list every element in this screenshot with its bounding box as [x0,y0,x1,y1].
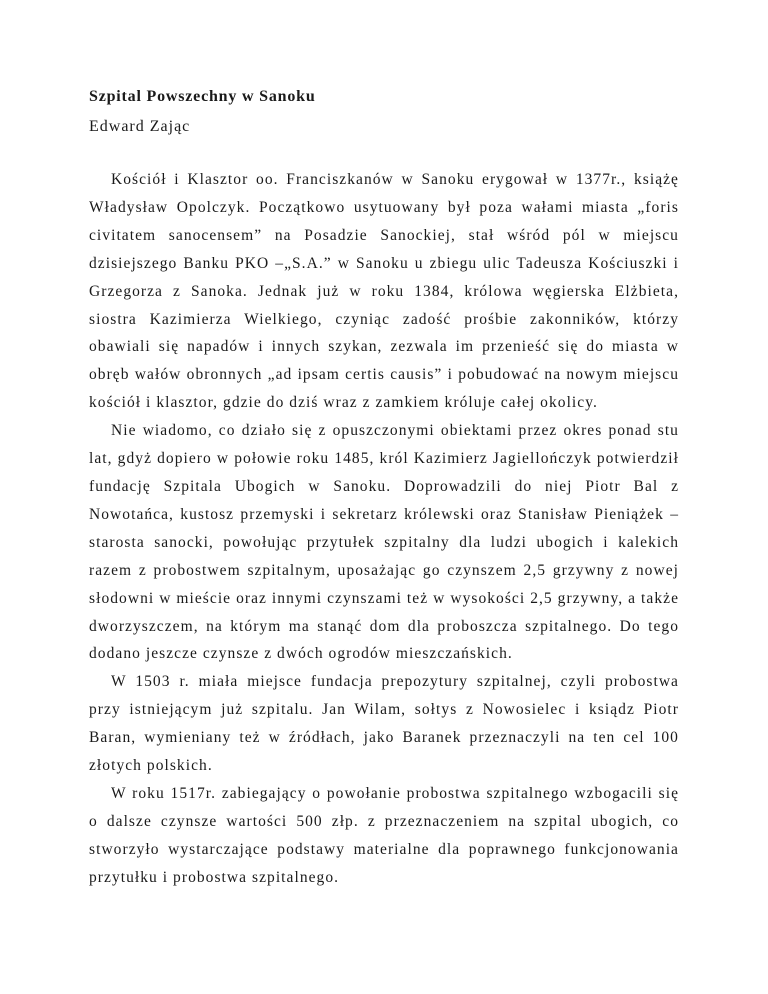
document-body [89,166,679,892]
paragraph: Kościół i Klasztor oo. Franciszkanów w Sanoku erygował w 1377r., książę Władysław Opolczyk. Początkowo usytuowany był poza wałami miasta „foris civitatem sanocensem” na Posadzie Sanockiej, stał wśród pól w miejscu dzisiejszego Banku PKO –„S.A.” w Sanoku u zbiegu ulic Tadeusza Kościuszki i Grzegorza z Sanoka. Jednak już w roku 1384, królowa węgierska Elżbieta, siostra Kazimierza Wielkiego, czyniąc zadość prośbie zakonników, którzy obawiali się napadów i innych szykan, zezwala im przenieść się do miasta w obręb wałów obronnych „ad ipsam certis causis” i pobudować na nowym miejscu kościół i klasztor, gdzie do dziś wraz z zamkiem króluje całej okolicy. [89,171,679,412]
paragraph: W roku 1517r. zabiegający o powołanie probostwa szpitalnego wzbogacili się o dalsze czynsze wartości 500 złp. z przeznaczeniem na szpital ubogich, co stworzyło wystarczające podstawy materialne dla poprawnego funkcjonowania przytułku i probostwa szpitalnego. [89,784,679,886]
paragraph: W 1503 r. miała miejsce fundacja prepozytury szpitalnej, czyli probostwa przy istniejącym już szpitalu. Jan Wilam, sołtys z Nowosielec i ksiądz Piotr Baran, wymieniany też w źródłach, jako Baranek przeznaczyli na ten cel 100 złotych polskich. [89,673,679,775]
paragraph: Nie wiadomo, co działo się z opuszczonymi obiektami przez okres ponad stu lat, gdyż dopiero w połowie roku 1485, król Kazimierz Jagiellończyk potwierdził fundację Szpitala Ubogich w Sanoku. Doprowadzili do niej Piotr Bal z Nowotańca, kustosz przemyski i sekretarz królewski oraz Stanisław Pieniążek – starosta sanocki, powołując przytułek szpitalny dla ludzi ubogich i kalekich razem z probostwem szpitalnym, uposażając go czynszem 2,5 grzywny z nowej słodowni w mieście oraz innymi czynszami też w wysokości 2,5 grzywny, a także dworzyszczem, na którym ma stanąć dom dla proboszcza szpitalnego. Do tego dodano jeszcze czynsze z dwóch ogrodów mieszczańskich. [89,422,679,663]
document-author: Edward Zając [89,118,191,135]
document-title: Szpital Powszechny w Sanoku [89,88,316,105]
document-page [89,84,679,892]
